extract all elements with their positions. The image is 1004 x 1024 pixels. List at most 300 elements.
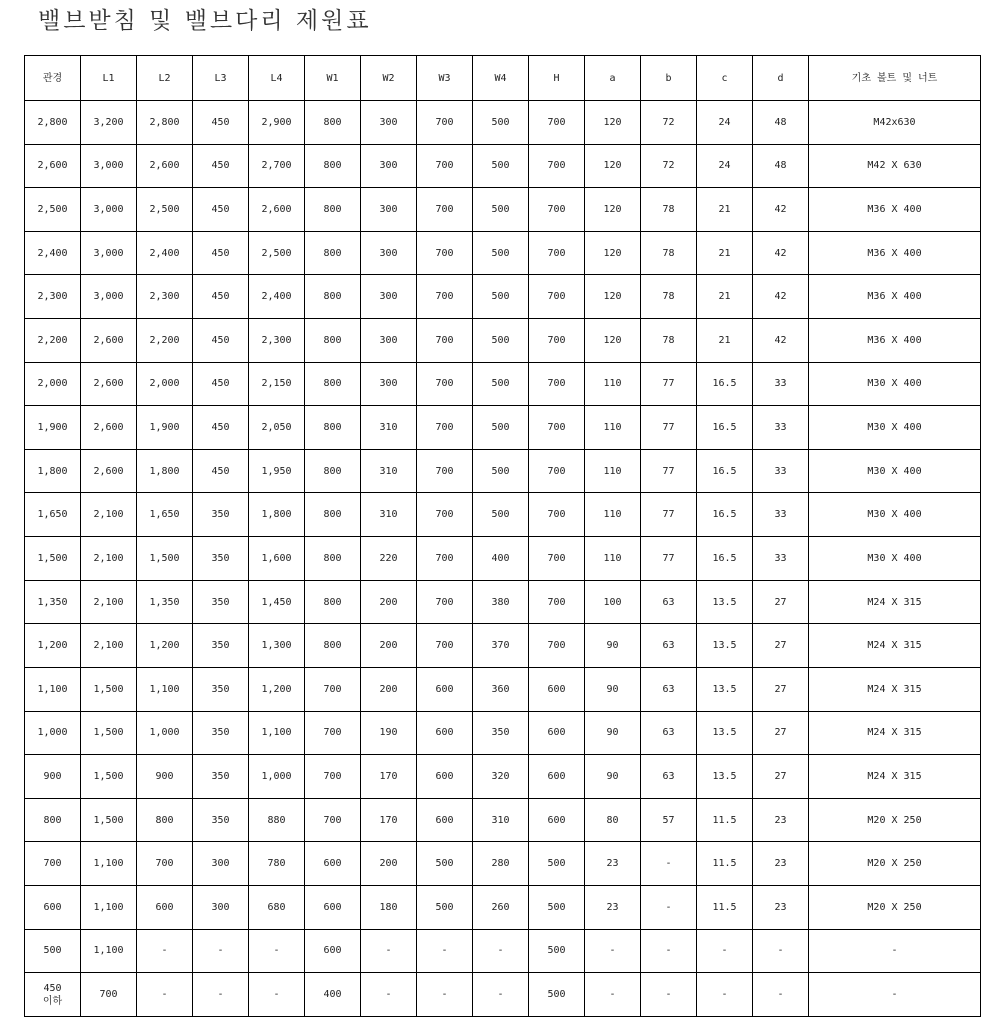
table-cell: 77 bbox=[641, 362, 697, 406]
table-cell: 13.5 bbox=[697, 580, 753, 624]
table-cell: 350 bbox=[193, 624, 249, 668]
table-cell: M20 X 250 bbox=[809, 885, 981, 929]
table-cell: 170 bbox=[361, 755, 417, 799]
table-row bbox=[25, 101, 981, 145]
table-cell: 370 bbox=[473, 624, 529, 668]
table-cell: 2,000 bbox=[137, 362, 193, 406]
table-row bbox=[25, 188, 981, 232]
table-cell: 2,600 bbox=[25, 144, 81, 188]
table-cell: 48 bbox=[753, 101, 809, 145]
table-cell: 72 bbox=[641, 144, 697, 188]
table-cell: 310 bbox=[361, 493, 417, 537]
table-cell: 300 bbox=[193, 842, 249, 886]
table-cell: 90 bbox=[585, 624, 641, 668]
table-cell: 110 bbox=[585, 449, 641, 493]
table-cell: 1,900 bbox=[25, 406, 81, 450]
table-cell: 500 bbox=[529, 973, 585, 1017]
table-cell: - bbox=[809, 929, 981, 973]
table-cell: 1,100 bbox=[81, 885, 137, 929]
table-cell: 220 bbox=[361, 537, 417, 581]
table-cell: 600 bbox=[417, 711, 473, 755]
header-row bbox=[25, 56, 981, 101]
table-cell: 200 bbox=[361, 842, 417, 886]
table-cell: 450 bbox=[193, 319, 249, 363]
table-cell: 2,500 bbox=[249, 231, 305, 275]
table-cell: 700 bbox=[417, 101, 473, 145]
table-cell: M42 X 630 bbox=[809, 144, 981, 188]
table-cell: 27 bbox=[753, 711, 809, 755]
table-cell: 23 bbox=[585, 842, 641, 886]
table-cell: 2,800 bbox=[137, 101, 193, 145]
table-cell: 2,100 bbox=[81, 493, 137, 537]
table-cell: 110 bbox=[585, 406, 641, 450]
table-cell: 500 bbox=[473, 275, 529, 319]
table-cell: 450 bbox=[193, 231, 249, 275]
table-cell: 700 bbox=[529, 188, 585, 232]
table-cell: 42 bbox=[753, 319, 809, 363]
table-row bbox=[25, 231, 981, 275]
table-cell: 1,650 bbox=[137, 493, 193, 537]
table-row bbox=[25, 798, 981, 842]
table-cell: M24 X 315 bbox=[809, 755, 981, 799]
table-cell: 500 bbox=[473, 101, 529, 145]
table-cell: 450 bbox=[193, 188, 249, 232]
table-cell: 120 bbox=[585, 275, 641, 319]
page-title: 밸브받침 및 밸브다리 제원표 bbox=[38, 8, 372, 34]
table-cell: 2,900 bbox=[249, 101, 305, 145]
table-cell: - bbox=[641, 885, 697, 929]
table-cell: 700 bbox=[417, 362, 473, 406]
table-cell: 310 bbox=[361, 449, 417, 493]
table-cell: 300 bbox=[361, 231, 417, 275]
table-row bbox=[25, 493, 981, 537]
table-cell: 700 bbox=[417, 406, 473, 450]
table-cell: 11.5 bbox=[697, 885, 753, 929]
column-header: L2 bbox=[137, 56, 193, 101]
table-cell: 120 bbox=[585, 101, 641, 145]
table-cell: - bbox=[473, 929, 529, 973]
table-cell: 2,500 bbox=[137, 188, 193, 232]
table-cell: - bbox=[585, 929, 641, 973]
table-body bbox=[25, 101, 981, 1017]
table-cell: 120 bbox=[585, 144, 641, 188]
table-cell: 700 bbox=[137, 842, 193, 886]
table-cell: 78 bbox=[641, 188, 697, 232]
table-cell: 800 bbox=[305, 580, 361, 624]
table-cell: 500 bbox=[473, 362, 529, 406]
table-cell: 600 bbox=[417, 755, 473, 799]
table-cell: 700 bbox=[529, 101, 585, 145]
table-cell: M30 X 400 bbox=[809, 537, 981, 581]
table-cell: M30 X 400 bbox=[809, 493, 981, 537]
spec-table bbox=[24, 55, 981, 1017]
table-cell: - bbox=[753, 929, 809, 973]
table-cell: 1,100 bbox=[25, 667, 81, 711]
table-cell: 300 bbox=[361, 275, 417, 319]
table-cell: M42x630 bbox=[809, 101, 981, 145]
table-cell: 2,600 bbox=[81, 362, 137, 406]
table-cell: 1,100 bbox=[81, 929, 137, 973]
table-cell: 48 bbox=[753, 144, 809, 188]
table-cell: 1,800 bbox=[249, 493, 305, 537]
table-cell: 13.5 bbox=[697, 755, 753, 799]
table-cell: 2,400 bbox=[25, 231, 81, 275]
table-cell: 3,000 bbox=[81, 144, 137, 188]
table-cell: - bbox=[641, 973, 697, 1017]
table-cell: 800 bbox=[305, 188, 361, 232]
table-cell: 90 bbox=[585, 711, 641, 755]
table-cell: 42 bbox=[753, 188, 809, 232]
table-cell: 600 bbox=[305, 885, 361, 929]
table-cell: 2,600 bbox=[81, 319, 137, 363]
table-cell: 77 bbox=[641, 537, 697, 581]
table-row bbox=[25, 275, 981, 319]
table-cell: 78 bbox=[641, 231, 697, 275]
table-cell: 800 bbox=[305, 449, 361, 493]
table-row bbox=[25, 319, 981, 363]
table-cell: 80 bbox=[585, 798, 641, 842]
table-cell: 2,300 bbox=[137, 275, 193, 319]
table-row bbox=[25, 667, 981, 711]
table-cell: 63 bbox=[641, 624, 697, 668]
table-cell: M36 X 400 bbox=[809, 275, 981, 319]
table-cell: 800 bbox=[305, 231, 361, 275]
table-cell: 800 bbox=[305, 101, 361, 145]
table-cell: 700 bbox=[417, 144, 473, 188]
table-cell: 1,450 bbox=[249, 580, 305, 624]
table-cell: 1,100 bbox=[137, 667, 193, 711]
table-cell: 2,200 bbox=[137, 319, 193, 363]
table-cell: 350 bbox=[193, 798, 249, 842]
table-cell: 2,000 bbox=[25, 362, 81, 406]
table-cell: 100 bbox=[585, 580, 641, 624]
table-cell: 700 bbox=[529, 537, 585, 581]
table-row bbox=[25, 885, 981, 929]
table-cell: 700 bbox=[529, 624, 585, 668]
table-cell: 24 bbox=[697, 144, 753, 188]
table-cell: 90 bbox=[585, 667, 641, 711]
table-cell: - bbox=[641, 929, 697, 973]
table-cell: 1,100 bbox=[249, 711, 305, 755]
table-row bbox=[25, 537, 981, 581]
table-cell: 600 bbox=[529, 667, 585, 711]
table-cell: 1,500 bbox=[137, 537, 193, 581]
table-cell: 13.5 bbox=[697, 624, 753, 668]
table-cell: 3,000 bbox=[81, 231, 137, 275]
table-cell: 1,350 bbox=[137, 580, 193, 624]
table-cell: 21 bbox=[697, 319, 753, 363]
column-header: b bbox=[641, 56, 697, 101]
table-cell: 500 bbox=[529, 842, 585, 886]
table-cell: M24 X 315 bbox=[809, 624, 981, 668]
table-cell: 800 bbox=[137, 798, 193, 842]
table-cell: 63 bbox=[641, 711, 697, 755]
table-cell: - bbox=[361, 973, 417, 1017]
table-cell: M30 X 400 bbox=[809, 406, 981, 450]
table-cell: 21 bbox=[697, 231, 753, 275]
table-cell: 2,300 bbox=[25, 275, 81, 319]
table-cell: 16.5 bbox=[697, 362, 753, 406]
table-cell: 23 bbox=[753, 842, 809, 886]
table-cell: 600 bbox=[417, 798, 473, 842]
table-cell: 78 bbox=[641, 319, 697, 363]
table-cell: 350 bbox=[193, 711, 249, 755]
table-cell: - bbox=[697, 973, 753, 1017]
table-cell: 27 bbox=[753, 580, 809, 624]
table-cell: 13.5 bbox=[697, 667, 753, 711]
column-header: L3 bbox=[193, 56, 249, 101]
table-cell: 77 bbox=[641, 449, 697, 493]
table-cell: 1,500 bbox=[81, 667, 137, 711]
table-cell: 200 bbox=[361, 580, 417, 624]
table-cell: 110 bbox=[585, 362, 641, 406]
table-cell: 42 bbox=[753, 275, 809, 319]
table-cell: 16.5 bbox=[697, 537, 753, 581]
table-cell: 24 bbox=[697, 101, 753, 145]
table-cell: 2,050 bbox=[249, 406, 305, 450]
table-cell: 23 bbox=[753, 798, 809, 842]
table-cell: 700 bbox=[305, 711, 361, 755]
table-cell: M24 X 315 bbox=[809, 580, 981, 624]
table-cell: 2,600 bbox=[137, 144, 193, 188]
table-cell: 1,300 bbox=[249, 624, 305, 668]
table-cell: 500 bbox=[473, 493, 529, 537]
table-cell: 700 bbox=[417, 624, 473, 668]
table-cell: 33 bbox=[753, 493, 809, 537]
table-cell: M36 X 400 bbox=[809, 231, 981, 275]
table-cell: 350 bbox=[193, 755, 249, 799]
table-cell: 450 bbox=[193, 144, 249, 188]
table-cell: M30 X 400 bbox=[809, 449, 981, 493]
table-cell: 33 bbox=[753, 406, 809, 450]
table-cell: 33 bbox=[753, 449, 809, 493]
table-cell: 1,950 bbox=[249, 449, 305, 493]
table-cell: 110 bbox=[585, 493, 641, 537]
table-cell: - bbox=[697, 929, 753, 973]
table-cell: 700 bbox=[417, 188, 473, 232]
table-cell: 800 bbox=[305, 319, 361, 363]
table-cell: 310 bbox=[473, 798, 529, 842]
table-cell: 450 bbox=[193, 449, 249, 493]
table-cell: 880 bbox=[249, 798, 305, 842]
table-cell: 700 bbox=[529, 362, 585, 406]
table-cell: 500 bbox=[473, 231, 529, 275]
table-cell: 700 bbox=[529, 144, 585, 188]
table-cell: 170 bbox=[361, 798, 417, 842]
table-cell: 21 bbox=[697, 188, 753, 232]
table-cell: 600 bbox=[137, 885, 193, 929]
table-cell: 310 bbox=[361, 406, 417, 450]
table-cell: 3,000 bbox=[81, 188, 137, 232]
table-cell: 700 bbox=[529, 231, 585, 275]
table-cell: M36 X 400 bbox=[809, 188, 981, 232]
table-cell: 1,000 bbox=[249, 755, 305, 799]
table-cell: 500 bbox=[529, 885, 585, 929]
table-cell: 110 bbox=[585, 537, 641, 581]
table-cell: 2,100 bbox=[81, 580, 137, 624]
table-cell: 260 bbox=[473, 885, 529, 929]
table-cell: 33 bbox=[753, 362, 809, 406]
table-cell: 800 bbox=[305, 624, 361, 668]
column-header: W1 bbox=[305, 56, 361, 101]
table-cell: 900 bbox=[25, 755, 81, 799]
table-row bbox=[25, 624, 981, 668]
column-header: c bbox=[697, 56, 753, 101]
column-header: L1 bbox=[81, 56, 137, 101]
table-cell: 1,500 bbox=[25, 537, 81, 581]
table-cell: 700 bbox=[25, 842, 81, 886]
table-cell: 27 bbox=[753, 755, 809, 799]
table-cell: 2,600 bbox=[249, 188, 305, 232]
table-cell: 600 bbox=[305, 842, 361, 886]
table-cell: 3,200 bbox=[81, 101, 137, 145]
table-cell: - bbox=[193, 973, 249, 1017]
table-cell: 700 bbox=[417, 449, 473, 493]
table-cell: 780 bbox=[249, 842, 305, 886]
table-cell: 2,800 bbox=[25, 101, 81, 145]
table-row bbox=[25, 929, 981, 973]
table-cell: 350 bbox=[193, 493, 249, 537]
table-cell: 500 bbox=[473, 406, 529, 450]
table-cell: 500 bbox=[473, 188, 529, 232]
table-cell: 21 bbox=[697, 275, 753, 319]
column-header: a bbox=[585, 56, 641, 101]
table-cell: 77 bbox=[641, 493, 697, 537]
table-cell: 350 bbox=[193, 667, 249, 711]
table-cell: M20 X 250 bbox=[809, 798, 981, 842]
table-cell: 700 bbox=[529, 275, 585, 319]
table-row bbox=[25, 362, 981, 406]
table-cell: 3,000 bbox=[81, 275, 137, 319]
table-cell: 400 bbox=[305, 973, 361, 1017]
table-header bbox=[25, 56, 981, 101]
table-cell: - bbox=[417, 973, 473, 1017]
column-header: H bbox=[529, 56, 585, 101]
table-cell: 600 bbox=[25, 885, 81, 929]
table-cell: 700 bbox=[81, 973, 137, 1017]
table-cell: 500 bbox=[417, 842, 473, 886]
table-cell: 300 bbox=[361, 144, 417, 188]
table-cell: 1,000 bbox=[25, 711, 81, 755]
table-cell: 800 bbox=[305, 537, 361, 581]
table-cell: 500 bbox=[473, 144, 529, 188]
table-cell: 2,400 bbox=[137, 231, 193, 275]
table-cell: 2,100 bbox=[81, 537, 137, 581]
table-cell: 1,800 bbox=[25, 449, 81, 493]
table-cell: M30 X 400 bbox=[809, 362, 981, 406]
table-cell: 190 bbox=[361, 711, 417, 755]
table-cell: 600 bbox=[529, 798, 585, 842]
table-cell: 350 bbox=[193, 537, 249, 581]
table-cell: 800 bbox=[305, 406, 361, 450]
table-cell: 350 bbox=[473, 711, 529, 755]
table-cell: 23 bbox=[585, 885, 641, 929]
table-cell: 500 bbox=[25, 929, 81, 973]
table-cell: 1,200 bbox=[249, 667, 305, 711]
table-cell: 16.5 bbox=[697, 493, 753, 537]
table-cell: - bbox=[137, 929, 193, 973]
table-cell: 700 bbox=[417, 580, 473, 624]
table-cell: 72 bbox=[641, 101, 697, 145]
table-cell: 280 bbox=[473, 842, 529, 886]
table-row bbox=[25, 755, 981, 799]
table-cell: 450 bbox=[193, 101, 249, 145]
table-cell: 57 bbox=[641, 798, 697, 842]
table-cell: 700 bbox=[417, 231, 473, 275]
table-row bbox=[25, 580, 981, 624]
table-cell: 700 bbox=[417, 537, 473, 581]
table-cell: 300 bbox=[361, 101, 417, 145]
table-cell: 2,400 bbox=[249, 275, 305, 319]
table-cell: 680 bbox=[249, 885, 305, 929]
table-cell: 300 bbox=[193, 885, 249, 929]
table-cell: 1,200 bbox=[25, 624, 81, 668]
table-cell: 800 bbox=[305, 144, 361, 188]
column-header: W4 bbox=[473, 56, 529, 101]
table-cell: 450 bbox=[193, 275, 249, 319]
table-cell: 63 bbox=[641, 580, 697, 624]
table-cell: - bbox=[193, 929, 249, 973]
table-cell: 450 이하 bbox=[25, 973, 81, 1017]
table-cell: 2,300 bbox=[249, 319, 305, 363]
table-cell: - bbox=[249, 973, 305, 1017]
table-cell: 13.5 bbox=[697, 711, 753, 755]
table-cell: 600 bbox=[529, 711, 585, 755]
table-cell: 2,600 bbox=[81, 449, 137, 493]
table-cell: 700 bbox=[529, 319, 585, 363]
table-cell: 300 bbox=[361, 188, 417, 232]
table-cell: 11.5 bbox=[697, 842, 753, 886]
table-cell: - bbox=[137, 973, 193, 1017]
table-cell: 700 bbox=[529, 449, 585, 493]
table-cell: - bbox=[417, 929, 473, 973]
table-cell: 800 bbox=[305, 362, 361, 406]
table-cell: 1,600 bbox=[249, 537, 305, 581]
table-cell: 77 bbox=[641, 406, 697, 450]
table-cell: 700 bbox=[529, 406, 585, 450]
table-cell: 450 bbox=[193, 406, 249, 450]
table-cell: 2,200 bbox=[25, 319, 81, 363]
table-row bbox=[25, 973, 981, 1017]
column-header: L4 bbox=[249, 56, 305, 101]
table-cell: 600 bbox=[305, 929, 361, 973]
table-cell: 700 bbox=[305, 798, 361, 842]
table-cell: 27 bbox=[753, 667, 809, 711]
table-cell: - bbox=[641, 842, 697, 886]
table-row bbox=[25, 406, 981, 450]
table-cell: 800 bbox=[305, 493, 361, 537]
table-cell: 180 bbox=[361, 885, 417, 929]
table-cell: 500 bbox=[417, 885, 473, 929]
column-header: 관경 bbox=[25, 56, 81, 101]
table-cell: 600 bbox=[529, 755, 585, 799]
table-cell: 1,350 bbox=[25, 580, 81, 624]
table-cell: 700 bbox=[529, 493, 585, 537]
table-cell: 380 bbox=[473, 580, 529, 624]
column-header: W2 bbox=[361, 56, 417, 101]
table-cell: 63 bbox=[641, 755, 697, 799]
table-cell: 900 bbox=[137, 755, 193, 799]
table-cell: 11.5 bbox=[697, 798, 753, 842]
table-row bbox=[25, 449, 981, 493]
table-row bbox=[25, 842, 981, 886]
table-cell: 16.5 bbox=[697, 406, 753, 450]
table-cell: - bbox=[585, 973, 641, 1017]
table-cell: M36 X 400 bbox=[809, 319, 981, 363]
table-cell: 700 bbox=[305, 755, 361, 799]
table-cell: - bbox=[473, 973, 529, 1017]
table-cell: M20 X 250 bbox=[809, 842, 981, 886]
